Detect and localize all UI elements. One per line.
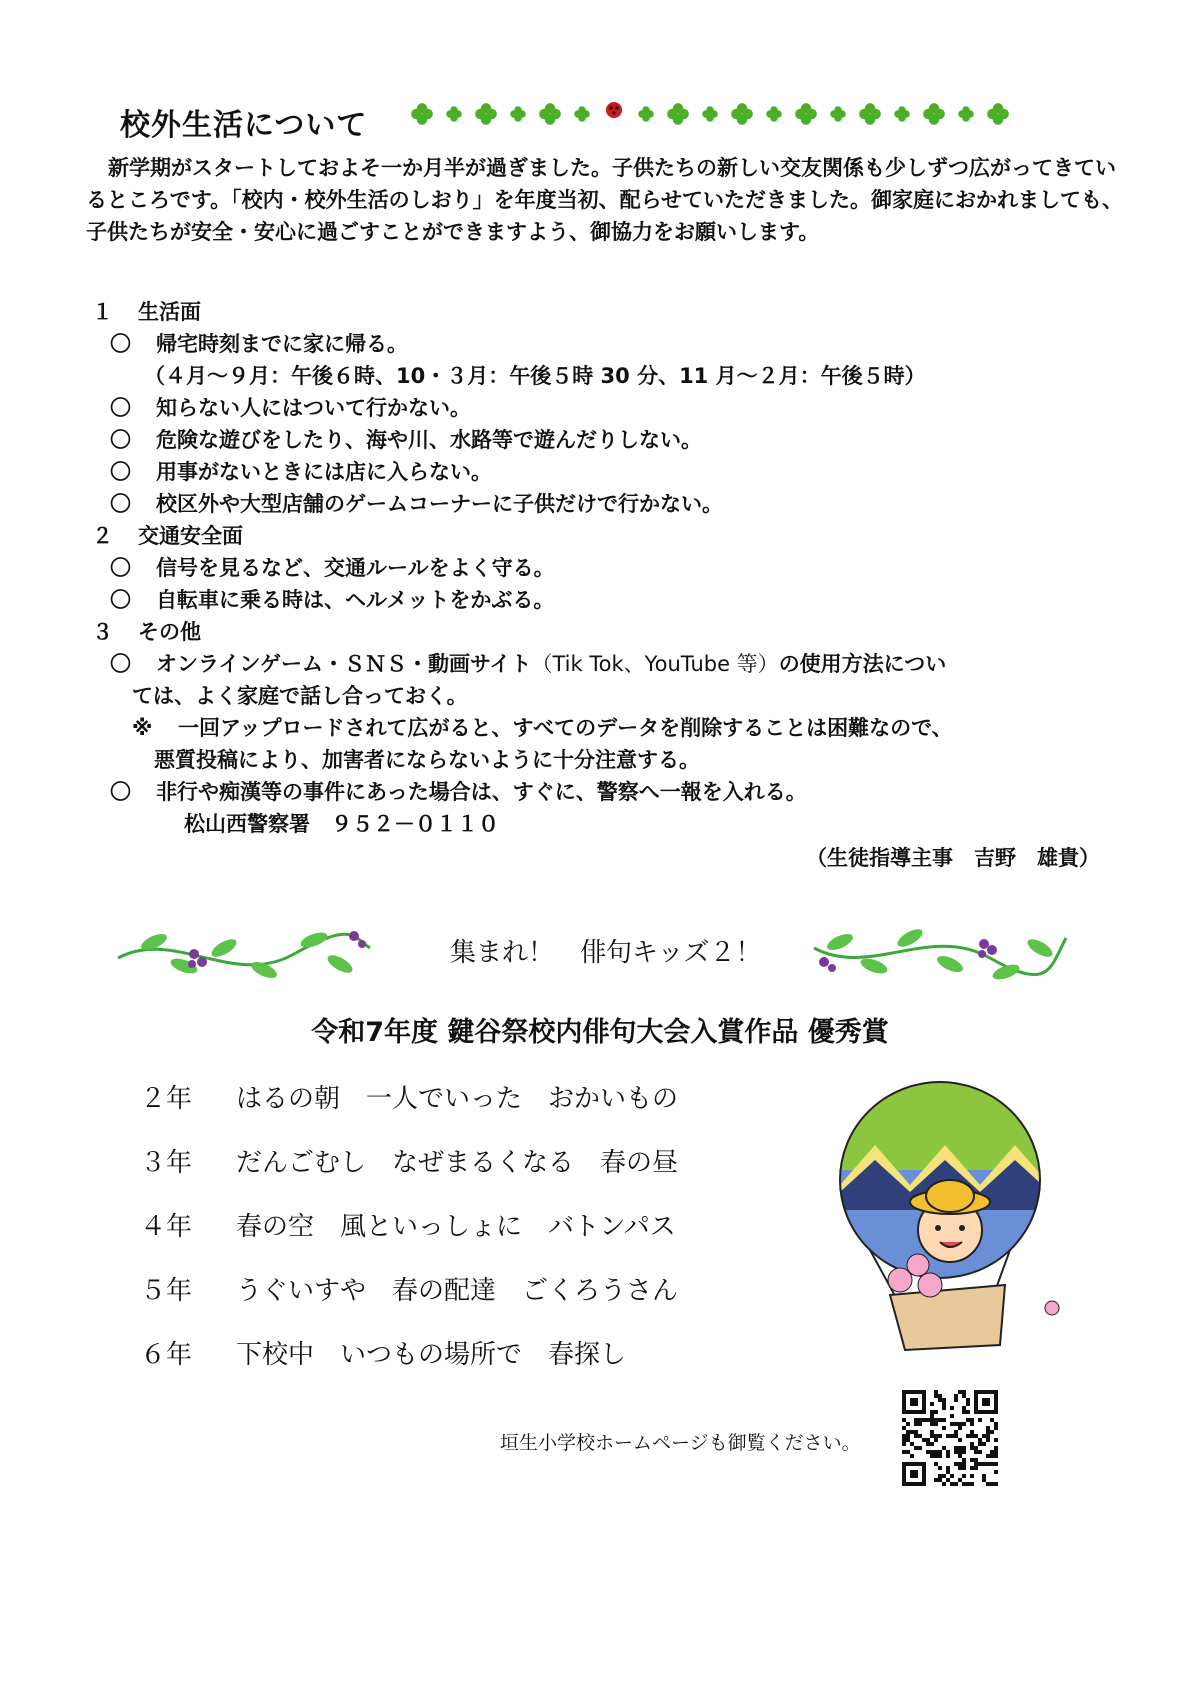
haiku-grade: ２年 [140,1084,193,1114]
bullet-icon: 〇 [110,428,131,452]
section-1-title: 生活面 [138,300,201,324]
clover-icon [830,106,846,122]
hot-air-balloon-illustration [830,1080,1080,1360]
police-contact: 松山西警察署 ９５２－０１１０ [184,812,499,836]
list-item: 〇 自転車に乗る時は、ヘルメットをかぶる。 [110,584,554,614]
vine-right-decoration [810,918,1070,984]
list-item: 〇 危険な遊びをしたり、海や川、水路等で遊んだりしない。 [110,424,702,454]
warning-note: ※ 一回アップロードされて広がると、すべてのデータを削除することは困難なので、 [132,716,953,740]
clover-icon [766,106,782,122]
clover-icon [894,106,910,122]
section-1-heading [92,296,201,326]
section-2-title: 交通安全面 [138,524,243,548]
haiku-phrase: 春の配達 [392,1276,497,1306]
list-item: 〇 オンラインゲーム・ＳＮＳ・動画サイト（Tik Tok、YouTube 等）の使用方法につい [110,648,946,678]
haiku-phrase: はるの朝 [236,1084,341,1114]
bullet-icon: 〇 [110,780,131,804]
clover-icon [667,103,689,125]
haiku-row [140,1270,704,1307]
page-title: 校外生活について [120,108,368,143]
bullet-icon: 〇 [110,396,131,420]
section-2-number: ２ [92,524,113,548]
bullet-icon: 〇 [110,588,131,612]
signature: （生徒指導主事 吉野 雄貴） [806,846,1100,870]
haiku-grade: ４年 [140,1212,193,1242]
haiku-row [140,1334,652,1371]
clover-icon [987,103,1009,125]
haiku-grade: ５年 [140,1276,193,1306]
haiku-grade: ６年 [140,1340,193,1370]
ladybug-icon [606,102,622,118]
section-3-title: その他 [138,620,201,644]
contest-title: 令和7年度 鍵谷祭校内俳句大会入賞作品 優秀賞 [311,1017,889,1048]
bullet-icon: 〇 [110,556,131,580]
list-item: 〇 用事がないときには店に入らない。 [110,456,492,486]
clover-icon [795,103,817,125]
haiku-phrase: うぐいすや [236,1276,367,1306]
haiku-row [140,1142,704,1179]
clover-icon [475,103,497,125]
haiku-phrase: 一人でいった [366,1084,523,1114]
clover-icon [638,106,654,122]
list-item: 〇 信号を見るなど、交通ルールをよく守る。 [110,552,555,582]
clover-icon [702,106,718,122]
haiku-row [140,1078,704,1115]
clover-icon [574,106,590,122]
intro-text: 新学期がスタートしておよそ一か月半が過ぎました。子供たちの新しい交友関係も少しずつ広がってきているところです。「校内・校外生活のしおり」を年度当初、配らせていただきました。御家庭におかれましても、子供たちが安全・安心に過ごすことができますよう、御協力をお願いします。 [86,156,1123,244]
section-3-number: ３ [92,620,113,644]
vine-left-decoration [114,918,374,984]
haiku-phrase: 春の昼 [600,1148,679,1178]
haiku-phrase: いつもの場所で [340,1340,523,1370]
list-item: 〇 知らない人にはついて行かない。 [110,392,471,422]
clover-icon [411,103,433,125]
list-item: 〇 帰宅時刻までに家に帰る。 [110,328,408,358]
bullet-icon: 〇 [110,492,131,516]
app-examples: （Tik Tok、YouTube 等） [531,652,779,676]
intro-paragraph [86,152,1126,248]
list-item-subnote: （４月～９月：午後６時、10・３月：午後５時 30 分、11 月～２月：午後５時） [144,364,926,388]
haiku-phrase: だんごむし [236,1148,367,1178]
bullet-icon: 〇 [110,652,131,676]
clover-icon [923,103,945,125]
haiku-phrase: 下校中 [236,1340,315,1370]
section-2-heading [92,520,243,550]
haiku-grade: ３年 [140,1148,193,1178]
clover-icon [446,106,462,122]
haiku-row [140,1206,702,1243]
haiku-phrase: 春の空 [236,1212,315,1242]
clover-icon [731,103,753,125]
list-item: 〇 校区外や大型店舗のゲームコーナーに子供だけで行かない。 [110,488,723,518]
warning-note-continuation: 悪質投稿により、加害者にならないように十分注意する。 [154,748,700,772]
haiku-phrase: おかいもの [548,1084,679,1114]
haiku-phrase: バトンパス [548,1212,676,1242]
haiku-phrase: なぜまるくなる [392,1148,575,1178]
qr-code[interactable] [902,1390,998,1486]
clover-icon [510,106,526,122]
clover-border-decoration [410,90,1020,138]
haiku-phrase: 風といっしょに [340,1212,523,1242]
list-item-continuation: ては、よく家庭で話し合っておく。 [132,684,468,708]
haiku-phrase: 春探し [548,1340,627,1370]
section-3-heading [92,616,201,646]
bullet-icon: 〇 [110,332,131,356]
clover-icon [958,106,974,122]
haiku-phrase: ごくろうさん [522,1276,679,1306]
bullet-icon: 〇 [110,460,131,484]
homepage-note: 垣生小学校ホームページも御覧ください。 [500,1432,861,1454]
clover-icon [859,103,881,125]
haiku-section-heading: 集まれ！ 俳句キッズ２！ [450,938,762,968]
note-mark: ※ [132,716,153,740]
section-1-number: １ [92,300,113,324]
clover-icon [539,103,561,125]
list-item: 〇 非行や痴漢等の事件にあった場合は、すぐに、警察へ一報を入れる。 [110,776,807,806]
